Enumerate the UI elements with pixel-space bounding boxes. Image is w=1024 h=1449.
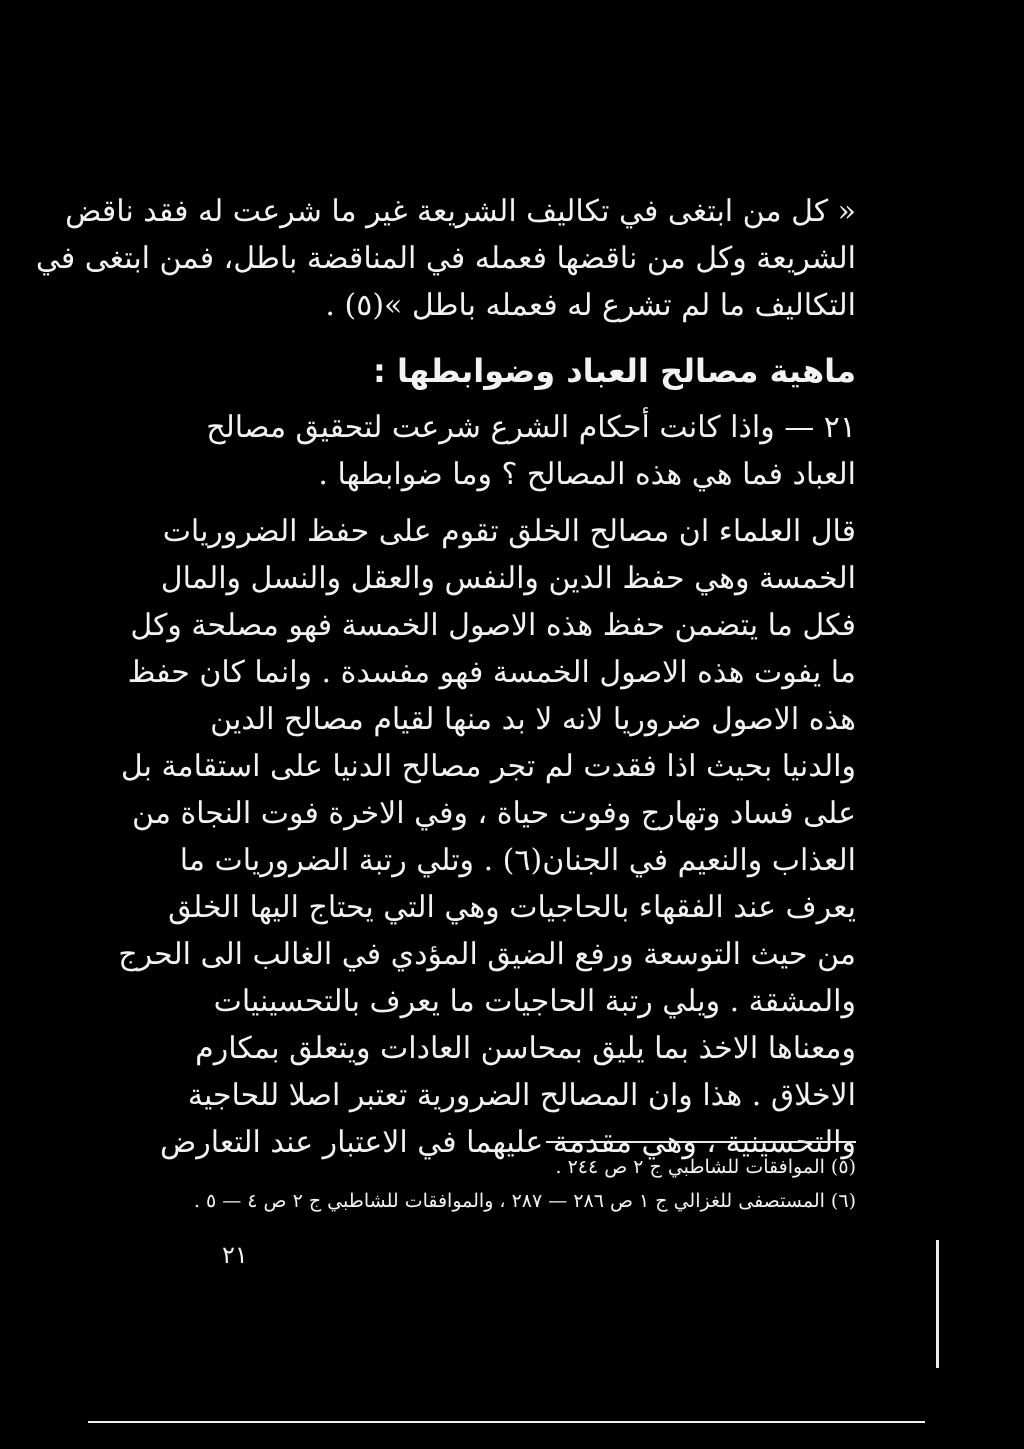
- text-line: قال العلماء ان مصالح الخلق تقوم على حفظ الضروريات: [162, 514, 856, 549]
- text-line: والدنيا بحيث اذا فقدت لم تجر مصالح الدنيا على استقامة بل: [120, 749, 856, 784]
- section-21-intro: [166, 404, 856, 498]
- text-line: العباد فما هي هذه المصالح ؟ وما ضوابطها .: [318, 457, 856, 492]
- text-line: الخمسة وهي حفظ الدين والنفس والعقل والنسل والمال: [160, 561, 856, 596]
- footnote-6: (٦) المستصفى للغزالي ج ١ ص ٢٨٦ — ٢٨٧ ، والموافقات للشاطبي ج ٢ ص ٤ — ٥ .: [193, 1190, 856, 1212]
- text-line: الشريعة وكل من ناقضها فعمله في المناقضة باطل، فمن ابتغى في: [35, 241, 856, 276]
- footnote-5: (٥) الموافقات للشاطبي ج ٢ ص ٢٤٤ .: [555, 1156, 856, 1178]
- bottom-divider: [88, 1421, 925, 1423]
- text-line: على فساد وتهارج وفوت حياة ، وفي الاخرة فوت النجاة من: [132, 796, 856, 831]
- body-paragraph: [118, 508, 856, 1166]
- page-number: ٢١: [222, 1241, 248, 1269]
- text-line: الاخلاق . هذا وان المصالح الضرورية تعتبر اصلا للحاجية: [187, 1078, 856, 1113]
- margin-line: [936, 1240, 939, 1368]
- text-line: هذه الاصول ضروريا لانه لا بد منها لقيام مصالح الدين: [210, 702, 856, 737]
- intro-quote: [35, 188, 856, 329]
- text-line: ومعناها الاخذ بما يليق بمحاسن العادات ويتعلق بمكارم: [195, 1031, 856, 1066]
- section-heading: ماهية مصالح العباد وضوابطها :: [373, 352, 856, 390]
- text-line: التكاليف ما لم تشرع له فعمله باطل »(٥) .: [325, 288, 856, 323]
- footnotes: [166, 1150, 856, 1218]
- text-line: يعرف عند الفقهاء بالحاجيات وهي التي يحتاج اليها الخلق: [168, 890, 856, 925]
- text-line: والتحسينية ، وهي مقدمة عليهما في الاعتبار عند التعارض: [159, 1125, 856, 1160]
- text-line: ٢١ — واذا كانت أحكام الشرع شرعت لتحقيق مصالح: [206, 410, 856, 445]
- text-line: من حيث التوسعة ورفع الضيق المؤدي في الغالب الى الحرج: [118, 937, 856, 972]
- text-line: « كل من ابتغى في تكاليف الشريعة غير ما شرعت له فقد ناقض: [65, 194, 856, 229]
- text-line: العذاب والنعيم في الجنان(٦) . وتلي رتبة الضروريات ما: [179, 843, 856, 878]
- text-line: ما يفوت هذه الاصول الخمسة فهو مفسدة . وانما كان حفظ: [127, 655, 856, 690]
- text-line: والمشقة . ويلي رتبة الحاجيات ما يعرف بالتحسينيات: [213, 984, 856, 1019]
- text-line: فكل ما يتضمن حفظ هذه الاصول الخمسة فهو مصلحة وكل: [130, 608, 856, 643]
- footnote-separator: [546, 1141, 856, 1143]
